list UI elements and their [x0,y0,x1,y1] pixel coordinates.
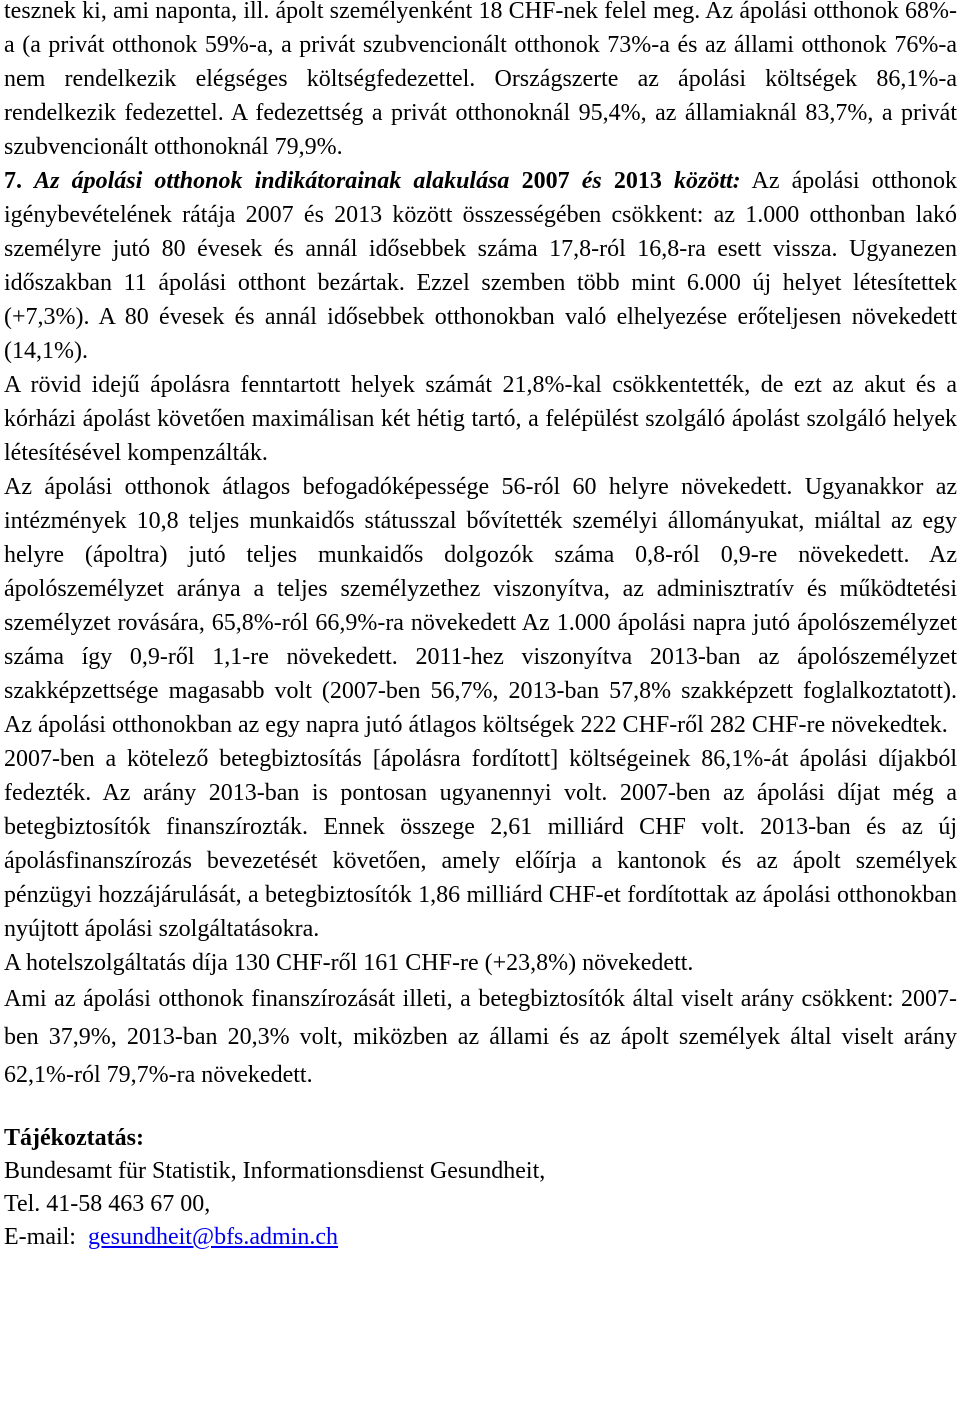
section-number: 7. [4,168,22,194]
spacer [4,1094,957,1122]
section-year-end: 2013 [613,168,662,194]
section-title: Az ápolási otthonok indikátorainak alakulása [34,168,510,194]
paragraph-hotel-fee: A hotelszolgáltatás díja 130 CHF-ről 161 CHF-re (+23,8%) növekedett. [4,950,694,976]
paragraph-insurance-costs: 2007-ben a kötelező betegbiztosítás [ápolásra fordított] költségeinek 86,1%-át ápolási díjakból fedezték. Az arány 2013-ban is pontosan ugyanennyi volt. 2007-ben az ápolási díjat még a betegbiztosítók finanszírozták. Ennek összege 2,61 milliárd CHF volt. 2013-ban és az új ápolásfinanszírozás bevezetését követően, amely előírja a kantonok és az ápolt személyek pénzügyi hozzájárulását, a betegbiztosítók 1,86 milliárd CHF-et fordítottak az ápolási otthonokban nyújtott ápolási szolgáltatásokra. [4,746,957,942]
contact-label: Tájékoztatás: [4,1125,144,1151]
contact-email-link[interactable]: gesundheit@bfs.admin.ch [87,1224,339,1250]
section-body: Az ápolási otthonok igénybevételének rátája 2007 és 2013 között összességében csökkent: az 1.000 otthonban lakó személyre jutó 80 évesek és annál idősebbek száma 17,8-ról 16,8-ra esett vissza. Ugyanezen időszakban 11 ápolási otthont bezártak. Ezzel szemben több mint 6.000 új helyet létesítettek (+7,3%). A 80 évesek és annál idősebbek otthonokban való elhelyezése erőteljesen növekedett (14,1%). [4,168,958,364]
paragraph-financing-share: Ami az ápolási otthonok finanszírozását illeti, a betegbiztosítók által viselt arány csökkent: 2007-ben 37,9%, 2013-ban 20,3% volt, miközben az állami és az ápolt személyek által viselt arány 62,1%-ról 79,7%-ra növekedett. [4,986,957,1088]
contact-block [4,1122,957,1254]
contact-organisation: Bundesamt für Statistik, Informationsdienst Gesundheit, [4,1158,546,1184]
section-between: között: [674,168,741,194]
section-year-start: 2007 [521,168,570,194]
section-and: és [581,168,602,194]
paragraph-short-term-care: A rövid idejű ápolásra fenntartott helyek számát 21,8%-kal csökkentették, de ezt az akut és a kórházi ápolást követően maximálisan két hétig tartó, a felépülést szolgáló ápolást szolgáló helyek létesítésével kompenzálták. [4,372,957,466]
paragraph-cost-coverage: tesznek ki, ami naponta, ill. ápolt személyenként 18 CHF-nek felel meg. Az ápolási otthonok 68%-a (a privát otthonok 59%-a, a privát szubvencionált otthonok 73%-a és az állami otthonok 76%-a nem rendelkezik elégséges költségfedezettel. Országszerte az ápolási költségek 86,1%-a rendelkezik fedezettel. A fedezettség a privát otthonoknál 95,4%, az államiaknál 83,7%, a privát szubvencionált otthonoknál 79,9%. [4,0,957,160]
paragraph-capacity-staff: Az ápolási otthonok átlagos befogadóképessége 56-ról 60 helyre növekedett. Ugyanakkor az intézmények 10,8 teljes munkaidős státusszal bővítették személyi állományukat, miáltal az egy helyre (ápoltra) jutó teljes munkaidős dolgozók száma 0,8-ról 0,9-re növekedett. Az ápolószemélyzet aránya a teljes személyzethez viszonyítva, az adminisztratív és működtetési személyzet rovására, 65,8%-ról 66,9%-ra növekedett Az 1.000 ápolási napra jutó ápolószemélyzet száma így 0,9-ről 1,1-re növekedett. 2011-hez viszonyítva 2013-ban az ápolószemélyzet szakképzettsége magasabb volt (2007-ben 56,7%, 2013-ban 57,8% szakképzett foglalkoztatott). Az ápolási otthonokban az egy napra jutó átlagos költségek 222 CHF-ről 282 CHF-re növekedtek. [4,474,957,738]
paragraph-section-7 [4,164,957,368]
contact-email-line [4,1221,957,1254]
contact-phone: Tel. 41-58 463 67 00, [4,1191,211,1217]
contact-email-prefix: E-mail: [4,1224,76,1250]
